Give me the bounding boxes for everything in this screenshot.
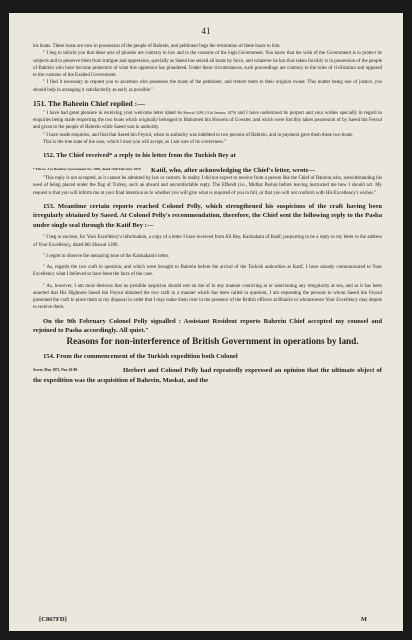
paragraph-151-b: " I have made enquiries, and find that Saeed bin Feysul, when in authority was indebted to two persons of Bahrein, and in payment gave them these two boats. [43, 132, 354, 138]
page-number: 41 [201, 26, 211, 36]
signature-mark: M [360, 616, 367, 623]
document-page [9, 13, 403, 631]
paragraph-154-start: 154. From the commencement of the Turkish expedition both Colonel [43, 352, 238, 360]
paragraph-151-c: This is the true state of the case, which I trust you will accept, as I am sure of its correctness." [43, 139, 227, 145]
paragraph-152-cont [33, 166, 382, 176]
paragraph-151-a-start: " I have had great pleasure in receiving your welcome letter dated [43, 110, 176, 116]
paragraph-153: 153. Meantime certain reports reached Colonel Pelly, which strengthened his suspicions of the craft having been irregularly obtained by Saeed. At Colonel Pelly's recommendation, therefore, the Chief sent the following reply to the Pasha under single seal through the Katif Bey :— [33, 202, 382, 229]
section-heading: Reasons for non-interference of British Government in operations by land. [66, 335, 359, 346]
page-footer [39, 616, 367, 623]
paragraph-153-b: " I regret to observe the menacing tone of the Kaimakam's letter. [43, 253, 170, 259]
paragraph-february-signal: On the 9th February Colonel Pelly signalled : Assistant Resident reports Bahrein Chief accepted my counsel and rejoined to Pasha accordingly. All quiet." [33, 317, 382, 334]
section-151-title: 151. The Bahrein Chief replied :— [33, 98, 145, 108]
document-body [33, 43, 382, 385]
paragraph-154-cont [33, 366, 382, 385]
paragraph-plunder: " I beg to inform you that these acts of plunder are contrary to law and to the customs of the high Government. You know that the wish of the Government is to protect its subjects and to preserve them from intrigue and oppression, specially as Saeed has seized all boats by force, and whatever he has thus taken forcibly is in possession of the people of Bahrein who have become protectors of what this oppressor has plundered. Under these circumstances, such proceedings are contrary to the rules of civilization and opposed to the customs of the Exalted Government. [33, 51, 382, 78]
shawal-date-note: 9th Shawal 1286 (11th January 1870) [177, 110, 236, 115]
paragraph-152-b: "This reply is not accepted, as it cannot be admitted by law or custom. In reality I did not expect to receive from a person like the Chief of Bahrein,who, notwithstanding his need of being placed under the flag of Turkey, such an absurd and uncomfortable reply. The Effendi (i.e., Midhat Pasha) before leaving instructed me how I should act. My request is that you will inform me at your final intention as to whether you will give what is required of you in full, or that you will not conform with His Excellency's wishes." [33, 176, 382, 196]
paragraph-152-start: 152. The Chief received* a reply to his letter from the Turkish Bey at [43, 152, 236, 159]
paragraph-153-a: " I beg to enclose, for Your Excellency's information, a copy of a letter I have received from Ali Bey, Kaimakam of Katif, purporting to be a reply to my letter to the address of Your Excellency, dated 8th Shawal 1286. [33, 235, 382, 248]
paragraph-request: " I find it necessary to request you to ascertain who possesses the boats of the petitioner, and restore them to their original owner. This matter being one of justice, you should help in arranging it satisfactorily as early as possible." [33, 80, 382, 93]
paragraph-154-cont-text: Herbert and Colonel Pelly had repeatedly expressed an opinion that the ultimate object of the expedition was the acquisition of Bahrein, Maskat, and the [33, 367, 382, 384]
paragraph-intro: his boats. These boats are now in possession of the people of Bahrein, and petitioner begs the restoration of these boats to him. [33, 44, 281, 49]
paragraph-151-a [33, 110, 382, 132]
paragraph-153-d: " As, however, I am most desirous that no possible suspicion should rest on me of in any manner conniving at or sanctioning any irregularity at sea, and as it has been asserted that His Highness Saeed bin Feysul obtained the two craft in a manner which has been called in question, I am requesting the persons to whom Saeed bin Feysul presented the craft to place them at my disposal in order that I may make them over in the presence of the British officers at Bhairin to whomsoever Your Excellency may depute to receive them. [33, 283, 382, 311]
paragraph-151-a-end: and I have understood its purport and your wishes specially in regard to enquiries being made respecting the two boats which originally belonged to Mahomed bin Hossein of Gowtter, and which were forcibly taken possession of by Saeed bin Feysul and given to the people of Bahrein while Saeed was in authority. [33, 110, 382, 131]
paragraph-153-c: " As, regards the two craft in question, and which were brought to Bahrein before the arrival of the Turkish authorities at Katif, I have already communicated to Your Excellency what I believed to have been the facts of the case. [33, 265, 382, 278]
print-code: [C867FD] [39, 616, 67, 623]
sidenote-154: Secret, May 1872, Nos. 63-80. [33, 368, 79, 372]
footnote-152: * File no. 5 to Bombay Government No. 1095, dated 15th February 1870. [33, 166, 142, 171]
paragraph-152-cont-text: Katif, who, after acknowledging the Chief's letter, wrote— [151, 166, 315, 174]
